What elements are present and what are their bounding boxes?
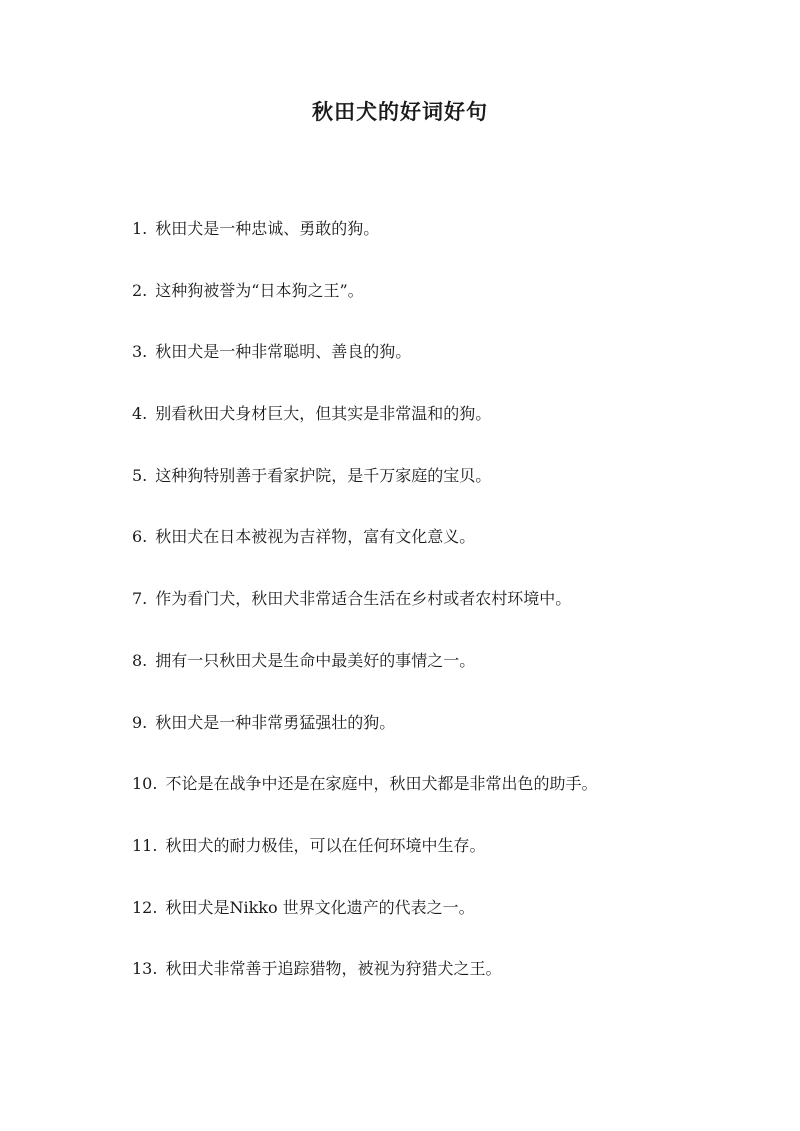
item-number: 13.	[132, 959, 158, 979]
item-text: 秋田犬是Nikko 世界文化遗产的代表之一。	[165, 897, 475, 917]
item-number: 10.	[132, 774, 158, 794]
item-number: 7.	[132, 589, 148, 609]
item-text: 别看秋田犬身材巨大，但其实是非常温和的狗。	[155, 404, 492, 424]
list-item	[132, 584, 752, 646]
list-item	[132, 831, 752, 893]
item-text: 秋田犬的耐力极佳，可以在任何环境中生存。	[165, 835, 486, 855]
list-item	[132, 646, 752, 708]
sentence-list	[132, 214, 752, 1016]
list-item	[132, 893, 752, 955]
item-number: 3.	[132, 342, 148, 362]
list-item	[132, 214, 752, 276]
list-item	[132, 954, 752, 1016]
list-item	[132, 708, 752, 770]
item-text: 拥有一只秋田犬是生命中最美好的事情之一。	[155, 650, 476, 670]
item-text: 秋田犬是一种非常聪明、善良的狗。	[155, 342, 412, 362]
item-text: 不论是在战争中还是在家庭中，秋田犬都是非常出色的助手。	[165, 774, 598, 794]
item-number: 5.	[132, 465, 148, 485]
list-item	[132, 461, 752, 523]
document-title: 秋田犬的好词好句	[312, 99, 488, 124]
list-item	[132, 522, 752, 584]
item-text: 这种狗特别善于看家护院，是千万家庭的宝贝。	[155, 465, 492, 485]
item-number: 4.	[132, 404, 148, 424]
list-item	[132, 399, 752, 461]
item-number: 1.	[132, 219, 148, 238]
item-text: 秋田犬是一种忠诚、勇敢的狗。	[155, 219, 380, 238]
list-item	[132, 276, 752, 338]
item-text: 作为看门犬，秋田犬非常适合生活在乡村或者农村环境中。	[155, 589, 572, 609]
item-text: 秋田犬非常善于追踪猎物，被视为狩猎犬之王。	[165, 959, 502, 979]
item-number: 9.	[132, 712, 148, 732]
item-number: 8.	[132, 650, 148, 670]
item-number: 2.	[132, 280, 148, 300]
item-text: 这种狗被誉为“日本狗之王”。	[155, 280, 364, 300]
item-number: 6.	[132, 527, 148, 547]
item-text: 秋田犬在日本被视为吉祥物，富有文化意义。	[155, 527, 476, 547]
item-number: 12.	[132, 897, 158, 917]
item-text: 秋田犬是一种非常勇猛强壮的狗。	[155, 712, 396, 732]
list-item	[132, 769, 752, 831]
item-number: 11.	[132, 835, 158, 855]
list-item	[132, 337, 752, 399]
